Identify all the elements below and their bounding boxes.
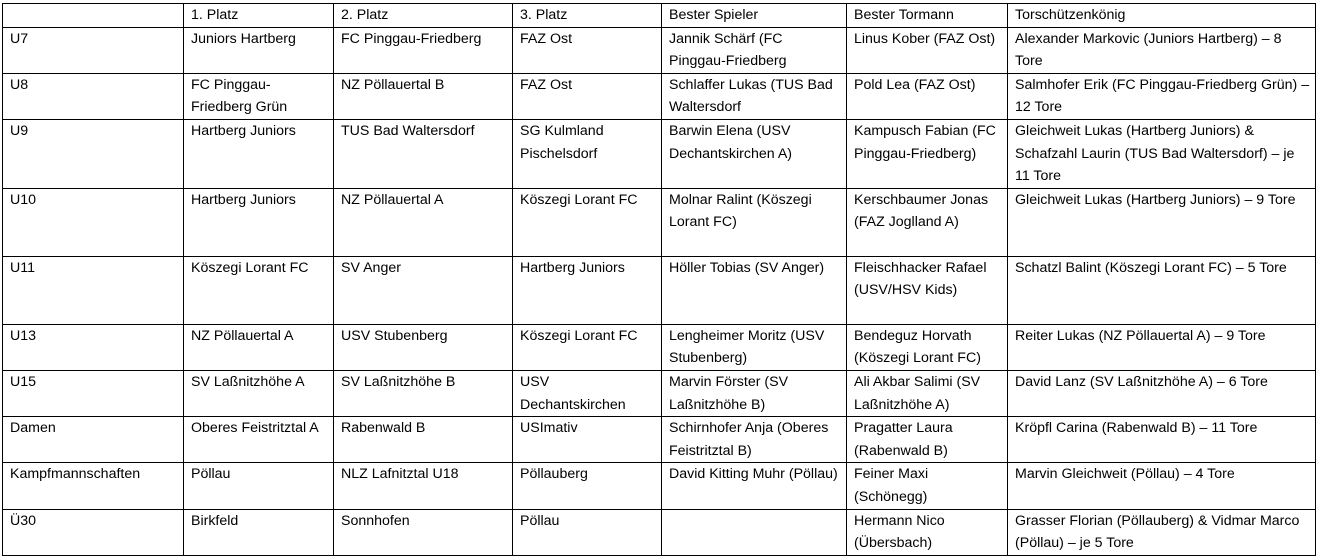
cell-first-place: Pöllau <box>184 463 334 509</box>
table-row <box>3 256 1316 324</box>
header-cell-top-scorer: Torschützenkönig <box>1008 4 1316 28</box>
cell-first-place: Juniors Hartberg <box>184 27 334 73</box>
cell-first-place: NZ Pöllauertal A <box>184 324 334 370</box>
cell-category: U8 <box>3 73 184 119</box>
table-row <box>3 27 1316 73</box>
table-row <box>3 463 1316 509</box>
cell-top-scorer: Salmhofer Erik (FC Pinggau-Friedberg Grün) – 12 Tore <box>1008 73 1316 119</box>
table-row <box>3 324 1316 370</box>
header-row <box>3 4 1316 28</box>
cell-best-goalkeeper: Pold Lea (FAZ Ost) <box>847 73 1008 119</box>
cell-third-place: Hartberg Juniors <box>513 256 662 324</box>
table-row <box>3 119 1316 188</box>
cell-best-goalkeeper: Fleischhacker Rafael (USV/HSV Kids) <box>847 256 1008 324</box>
cell-third-place: Köszegi Lorant FC <box>513 324 662 370</box>
cell-best-player: Schlaffer Lukas (TUS Bad Waltersdorf <box>662 73 847 119</box>
cell-second-place: FC Pinggau-Friedberg <box>334 27 513 73</box>
cell-third-place: USV Dechantskirchen <box>513 370 662 416</box>
cell-category: U7 <box>3 27 184 73</box>
cell-category: U10 <box>3 188 184 256</box>
cell-first-place: Birkfeld <box>184 509 334 555</box>
cell-top-scorer: Marvin Gleichweit (Pöllau) – 4 Tore <box>1008 463 1316 509</box>
header-cell-category <box>3 4 184 28</box>
cell-top-scorer: Kröpfl Carina (Rabenwald B) – 11 Tore <box>1008 417 1316 463</box>
cell-first-place: Köszegi Lorant FC <box>184 256 334 324</box>
cell-top-scorer: Gleichweit Lukas (Hartberg Juniors) – 9 Tore <box>1008 188 1316 256</box>
cell-best-player: Lengheimer Moritz (USV Stubenberg) <box>662 324 847 370</box>
cell-second-place: Sonnhofen <box>334 509 513 555</box>
cell-second-place: TUS Bad Waltersdorf <box>334 119 513 188</box>
cell-best-player: David Kitting Muhr (Pöllau) <box>662 463 847 509</box>
cell-top-scorer: Alexander Markovic (Juniors Hartberg) – 8 Tore <box>1008 27 1316 73</box>
cell-second-place: NZ Pöllauertal A <box>334 188 513 256</box>
cell-best-goalkeeper: Hermann Nico (Übersbach) <box>847 509 1008 555</box>
cell-first-place: Oberes Feistritztal A <box>184 417 334 463</box>
cell-best-player: Schirnhofer Anja (Oberes Feistritztal B) <box>662 417 847 463</box>
cell-first-place: SV Laßnitzhöhe A <box>184 370 334 416</box>
cell-best-goalkeeper: Pragatter Laura (Rabenwald B) <box>847 417 1008 463</box>
cell-best-goalkeeper: Kerschbaumer Jonas (FAZ Joglland A) <box>847 188 1008 256</box>
cell-category: U13 <box>3 324 184 370</box>
cell-category: U11 <box>3 256 184 324</box>
cell-second-place: NLZ Lafnitztal U18 <box>334 463 513 509</box>
cell-first-place: FC Pinggau-Friedberg Grün <box>184 73 334 119</box>
cell-third-place: USImativ <box>513 417 662 463</box>
cell-best-player: Molnar Ralint (Köszegi Lorant FC) <box>662 188 847 256</box>
results-table <box>2 3 1316 556</box>
cell-third-place: Köszegi Lorant FC <box>513 188 662 256</box>
header-cell-best-player: Bester Spieler <box>662 4 847 28</box>
table-row <box>3 188 1316 256</box>
cell-top-scorer: Schatzl Balint (Köszegi Lorant FC) – 5 Tore <box>1008 256 1316 324</box>
table-row <box>3 370 1316 416</box>
table-row <box>3 509 1316 555</box>
cell-third-place: FAZ Ost <box>513 73 662 119</box>
cell-best-goalkeeper: Ali Akbar Salimi (SV Laßnitzhöhe A) <box>847 370 1008 416</box>
cell-top-scorer: Grasser Florian (Pöllauberg) & Vidmar Marco (Pöllau) – je 5 Tore <box>1008 509 1316 555</box>
header-cell-third-place: 3. Platz <box>513 4 662 28</box>
cell-best-player: Marvin Förster (SV Laßnitzhöhe B) <box>662 370 847 416</box>
cell-second-place: SV Anger <box>334 256 513 324</box>
table-body <box>3 4 1316 556</box>
table-row <box>3 417 1316 463</box>
cell-category: Kampfmannschaften <box>3 463 184 509</box>
cell-best-goalkeeper: Feiner Maxi (Schönegg) <box>847 463 1008 509</box>
cell-top-scorer: Gleichweit Lukas (Hartberg Juniors) & Schafzahl Laurin (TUS Bad Waltersdorf) – je 11 Tore <box>1008 119 1316 188</box>
cell-best-player: Höller Tobias (SV Anger) <box>662 256 847 324</box>
cell-best-goalkeeper: Kampusch Fabian (FC Pinggau-Friedberg) <box>847 119 1008 188</box>
cell-second-place: SV Laßnitzhöhe B <box>334 370 513 416</box>
cell-category: Damen <box>3 417 184 463</box>
cell-best-player: Barwin Elena (USV Dechantskirchen A) <box>662 119 847 188</box>
cell-first-place: Hartberg Juniors <box>184 119 334 188</box>
header-cell-second-place: 2. Platz <box>334 4 513 28</box>
cell-third-place: Pöllau <box>513 509 662 555</box>
cell-second-place: Rabenwald B <box>334 417 513 463</box>
cell-third-place: SG Kulmland Pischelsdorf <box>513 119 662 188</box>
cell-best-goalkeeper: Linus Kober (FAZ Ost) <box>847 27 1008 73</box>
cell-best-player: Jannik Schärf (FC Pinggau-Friedberg <box>662 27 847 73</box>
cell-third-place: Pöllauberg <box>513 463 662 509</box>
cell-category: Ü30 <box>3 509 184 555</box>
cell-best-goalkeeper: Bendeguz Horvath (Köszegi Lorant FC) <box>847 324 1008 370</box>
cell-second-place: USV Stubenberg <box>334 324 513 370</box>
cell-best-player <box>662 509 847 555</box>
cell-top-scorer: David Lanz (SV Laßnitzhöhe A) – 6 Tore <box>1008 370 1316 416</box>
cell-category: U15 <box>3 370 184 416</box>
cell-top-scorer: Reiter Lukas (NZ Pöllauertal A) – 9 Tore <box>1008 324 1316 370</box>
header-cell-first-place: 1. Platz <box>184 4 334 28</box>
cell-category: U9 <box>3 119 184 188</box>
table-row <box>3 73 1316 119</box>
cell-third-place: FAZ Ost <box>513 27 662 73</box>
header-cell-best-goalkeeper: Bester Tormann <box>847 4 1008 28</box>
cell-second-place: NZ Pöllauertal B <box>334 73 513 119</box>
cell-first-place: Hartberg Juniors <box>184 188 334 256</box>
